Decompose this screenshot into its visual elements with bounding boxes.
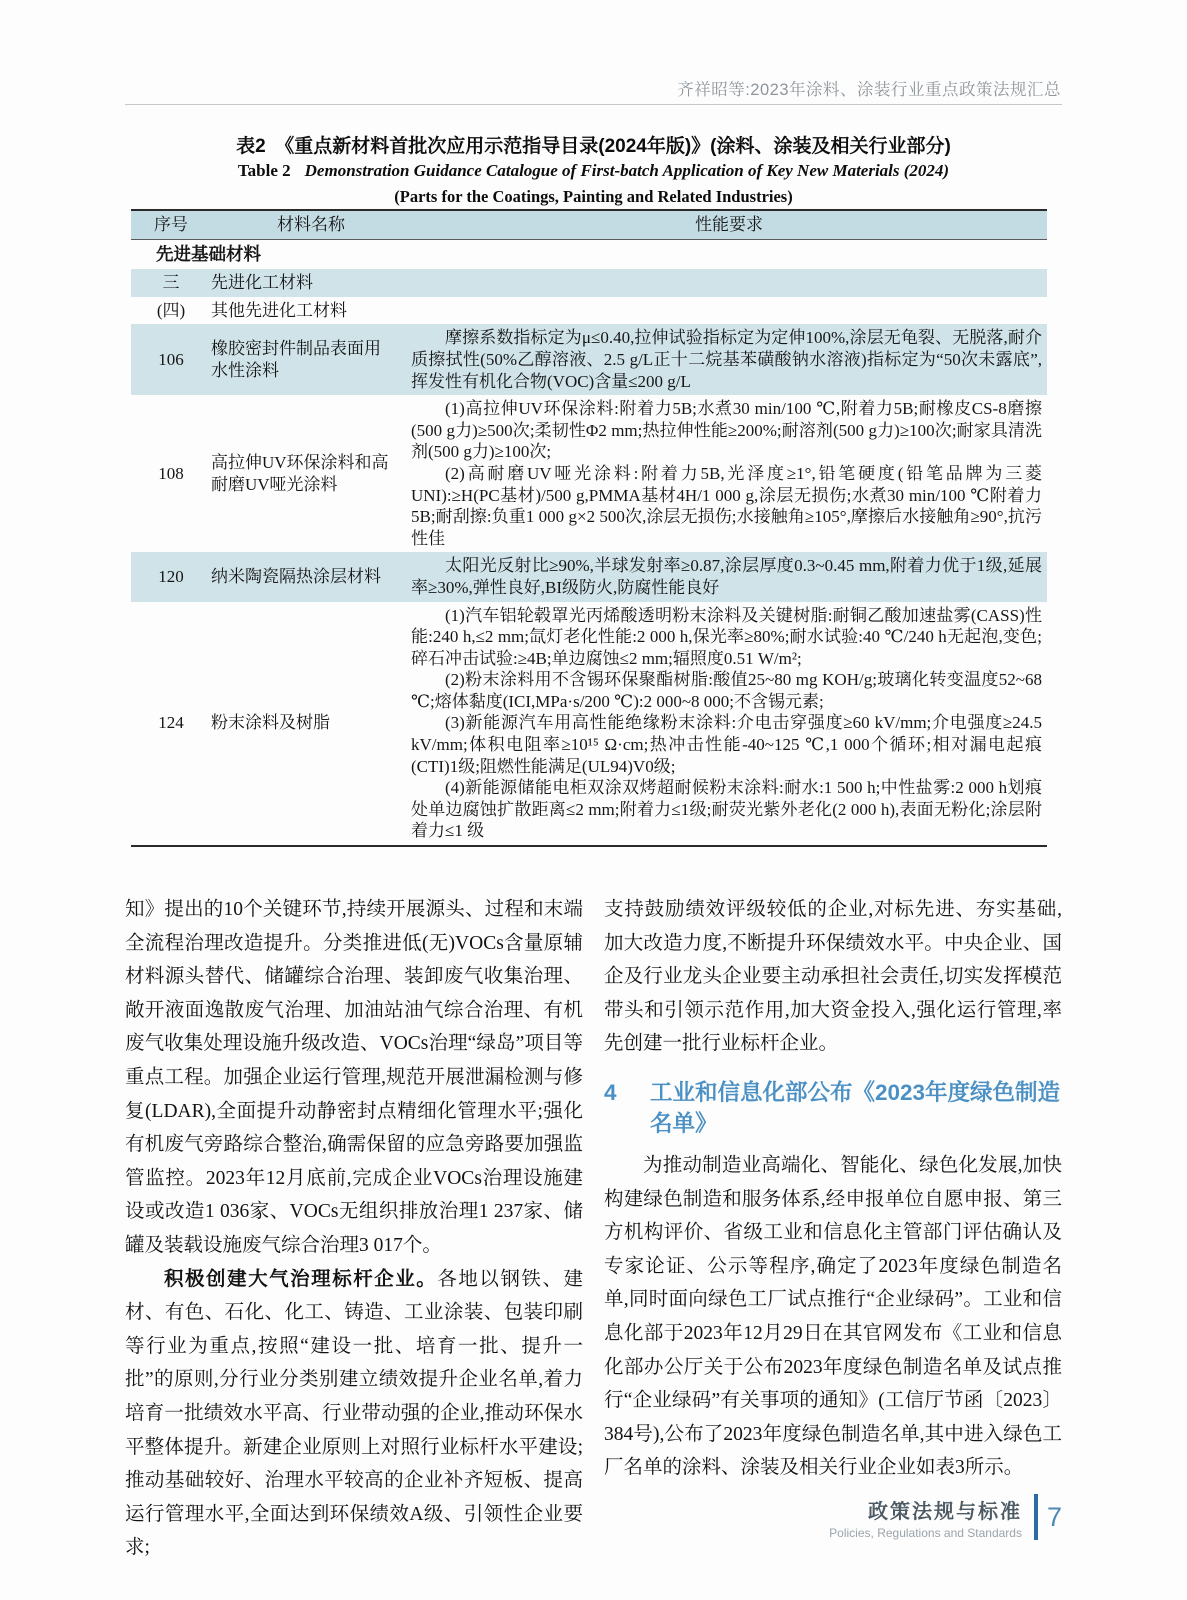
requirement-paragraph: (1)汽车铝轮毂罩光丙烯酸透明粉末涂料及关键树脂:耐铜乙酸加速盐雾(CASS)性能:240 h,≤2 mm;氙灯老化性能:2 000 h,保光率≥80%;耐水试验:40 ℃/240 h无起泡,变色;碎石冲击试验:≥4B;单边腐蚀≤2 mm;辐照度0.51 W/m²; xyxy=(411,605,1042,668)
paragraph: 知》提出的10个关键环节,持续开展源头、过程和末端全流程治理改造提升。分类推进低(无)VOCs含量原辅材料源头替代、储罐综合治理、装卸废气收集治理、敞开液面逸散废气治理、加油站油气综合治理、有机废气收集处理设施升级改造、VOCs治理“绿岛”项目等重点工程。加强企业运行管理,规范开展泄漏检测与修复(LDAR),全面提升动静密封点精细化管理水平;强化有机废气旁路综合整治,确需保留的应急旁路要加强监管监控。2023年12月底前,完成企业VOCs治理设施建设或改造1 036家、VOCs无组织排放治理1 237家、储罐及装载设施废气综合治理3 017个。 xyxy=(125,899,583,1256)
serial-number-cell: 108 xyxy=(158,463,184,483)
material-name-cell: 粉末涂料及树脂 xyxy=(211,713,330,733)
footer-section-text xyxy=(829,1495,1022,1540)
materials-table xyxy=(131,209,1047,847)
section-heading xyxy=(604,1077,1062,1139)
materials-table-body xyxy=(131,240,1047,845)
table-row xyxy=(131,552,1047,601)
requirements-cell xyxy=(411,605,1047,843)
table-caption-en-label: Table 2 xyxy=(237,161,291,180)
paragraph: 为推动制造业高端化、智能化、绿色化发展,加快构建绿色制造和服务体系,经申报单位自愿申报、第三方机构评价、省级工业和信息化主管部门评估确认及专家论证、公示等程序,确定了2023年度绿色制造名单,同时面向绿色工厂试点推行“企业绿码”。工业和信息化部于2023年12月29日在其官网发布《工业和信息化部办公厅关于公布2023年度绿色制造名单及试点推行“企业绿码”有关事项的通知》(工信厅节函〔2023〕384号),公布了2023年度绿色制造名单,其中进入绿色工厂名单的涂料、涂装及相关行业企业如表3所示。 xyxy=(604,1154,1062,1479)
serial-number-cell: 124 xyxy=(158,713,184,733)
running-head: 齐祥昭等:2023年涂料、涂装行业重点政策法规汇总 xyxy=(677,81,1061,99)
table-row xyxy=(131,395,1047,552)
page-number: 7 xyxy=(1046,1501,1062,1532)
table-row xyxy=(131,240,1047,270)
requirement-paragraph: (2)粉末涂料用不含锡环保聚酯树脂:酸值25~80 mg KOH/g;玻璃化转变温度52~68 ℃;熔体黏度(ICI,MPa·s/200 ℃):2 000~8 000;不含锡元素; xyxy=(411,670,1042,711)
table-caption-en xyxy=(125,161,1062,181)
section-number: 4 xyxy=(604,1079,617,1105)
material-name-cell: 先进化工材料 xyxy=(211,273,313,293)
paragraph-text: 各地以钢铁、建材、有色、石化、化工、铸造、工业涂装、包装印刷等行业为重点,按照“建设一批、培育一批、提升一批”的原则,分行业分类别建立绩效提升企业名单,着力培育一批绩效水平高、行业带动强的企业,推动环保水平整体提升。新建企业原则上对照行业标杆水平建设;推动基础较好、治理水平较高的企业补齐短板、提高运行管理水平,全面达到环保绩效A级、引领性企业要求; xyxy=(125,1268,583,1559)
column-header-name: 材料名称 xyxy=(277,215,345,234)
serial-number-cell: 120 xyxy=(158,567,184,587)
group-label: 先进基础材料 xyxy=(156,243,261,264)
material-name-cell: 其他先进化工材料 xyxy=(211,300,347,320)
table-row xyxy=(131,297,1047,325)
material-name-cell: 高拉伸UV环保涂料和高耐磨UV哑光涂料 xyxy=(211,453,389,494)
table-row xyxy=(131,324,1047,395)
paragraph-lead: 积极创建大气治理标杆企业。 xyxy=(164,1267,438,1290)
column-header-no: 序号 xyxy=(154,215,188,234)
table-row xyxy=(131,602,1047,846)
requirement-paragraph: (4)新能源储能电柜双涂双烤超耐候粉末涂料:耐水:1 500 h;中性盐雾:2 000 h划痕处单边腐蚀扩散距离≤2 mm;附着力≤1级;耐荧光紫外老化(2 000 h),表面无粉化;涂层附着力≤1 级 xyxy=(411,778,1042,841)
paragraph xyxy=(125,1263,583,1565)
requirement-paragraph: (3)新能源汽车用高性能绝缘粉末涂料:介电击穿强度≥60 kV/mm;介电强度≥24.5 kV/mm;体积电阻率≥10¹⁵ Ω·cm;热冲击性能-40~125 ℃,1 000个循环;相对漏电起痕(CTI)1级;阻燃性能满足(UL94)V0级; xyxy=(411,713,1042,776)
table-caption-en-sub: (Parts for the Coatings, Painting and Related Industries) xyxy=(394,187,793,206)
body-column-right xyxy=(604,893,1062,1485)
table-row xyxy=(131,269,1047,297)
material-name-cell: 纳米陶瓷隔热涂层材料 xyxy=(211,567,381,587)
paragraph: 支持鼓励绩效评级较低的企业,对标先进、夯实基础,加大改造力度,不断提升环保绩效水平。中央企业、国企及行业龙头企业要主动承担社会责任,切实发挥模范带头和引领示范作用,加大资金投入,强化运行管理,率先创建一批行业标杆企业。 xyxy=(604,899,1062,1055)
body-column-left xyxy=(125,893,583,1565)
requirements-cell xyxy=(411,555,1047,598)
requirements-cell xyxy=(411,327,1047,392)
page-footer xyxy=(829,1494,1062,1540)
section-title: 工业和信息化部公布《2023年度绿色制造名单》 xyxy=(650,1079,1061,1136)
footer-section-zh: 政策法规与标准 xyxy=(867,1500,1022,1523)
requirement-paragraph: 太阳光反射比≥90%,半球发射率≥0.87,涂层厚度0.3~0.45 mm,附着力优于1级,延展率≥30%,弹性良好,BI级防火,防腐性能良好 xyxy=(411,556,1042,597)
serial-number-cell: 三 xyxy=(162,273,180,293)
column-header-requirements: 性能要求 xyxy=(695,215,763,234)
serial-number-cell: (四) xyxy=(156,300,186,320)
footer-section-en: Policies, Regulations and Standards xyxy=(829,1525,1022,1540)
header-rule xyxy=(125,104,1062,105)
material-name-cell: 橡胶密封件制品表面用水性涂料 xyxy=(211,339,381,380)
requirement-paragraph: 摩擦系数指标定为μ≤0.40,拉伸试验指标定为定伸100%,涂层无龟裂、无脱落,耐介质擦拭性(50%乙醇溶液、2.5 g/L正十二烷基苯磺酸钠水溶液)指标定为“50次未露底”,挥发性有机化合物(VOC)含量≤200 g/L xyxy=(411,328,1042,391)
table-caption-zh: 表2 《重点新材料首批次应用示范指导目录(2024年版)》(涂料、涂装及相关行业部分) xyxy=(236,136,951,157)
requirements-cell xyxy=(411,398,1047,549)
table-caption-en-title: Demonstration Guidance Catalogue of First-batch Application of Key New Materials (2024) xyxy=(304,161,950,180)
serial-number-cell: 106 xyxy=(158,349,184,369)
requirement-paragraph: (2)高耐磨UV哑光涂料:附着力5B,光泽度≥1°,铅笔硬度(铅笔品牌为三菱UNI):≥H(PC基材)/500 g,PMMA基材4H/1 000 g,涂层无损伤;水煮30 min/100 ℃附着力5B;耐刮擦:负重1 000 g×2 500次,涂层无损伤;水接触角≥105°,摩擦后水接触角≥90°,抗污性佳 xyxy=(411,463,1042,548)
requirement-paragraph: (1)高拉伸UV环保涂料:附着力5B;水煮30 min/100 ℃,附着力5B;耐橡皮CS-8磨擦(500 g力)≥500次;柔韧性Φ2 mm;热拉伸性能≥200%;耐溶剂(500 g力)≥100次;耐家具清洗剂(500 g力)≥100次; xyxy=(411,399,1042,462)
footer-divider-bar xyxy=(1034,1494,1038,1540)
table-header-row xyxy=(131,211,1047,240)
